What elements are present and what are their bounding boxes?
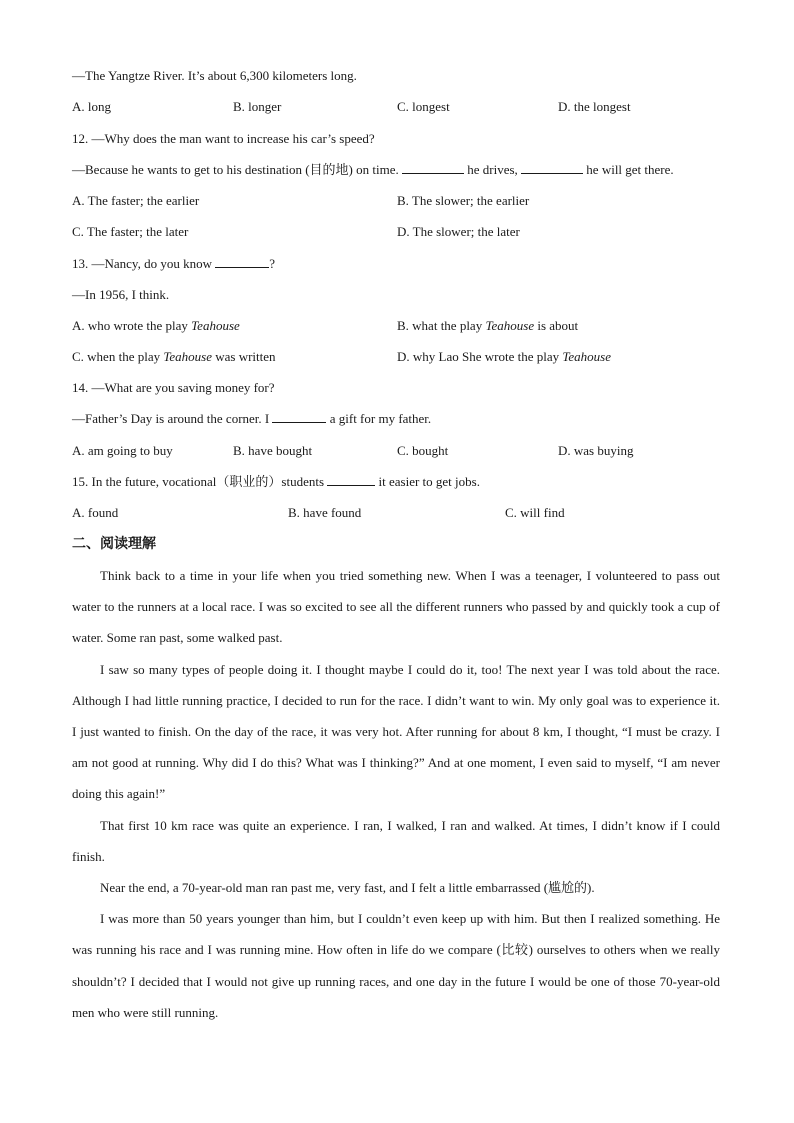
q14-blank <box>272 411 326 423</box>
q13-option-a-text: A. who wrote the play <box>72 318 192 333</box>
q11-option-b: B. longer <box>233 99 282 114</box>
section-heading: 二、阅读理解 <box>72 536 156 552</box>
q13-option-b <box>397 318 578 334</box>
q12-text-c: he will get there. <box>586 162 674 177</box>
passage-paragraph-4: Near the end, a 70-year-old man ran past me, very fast, and I felt a little embarrassed (尴尬的). <box>100 880 595 896</box>
q14-option-b: B. have bought <box>233 443 313 458</box>
q15-option-b: B. have found <box>288 505 362 520</box>
q11-option-a: A. long <box>72 99 111 114</box>
passage-paragraph-1: Think back to a time in your life when you tried something new. When I was a teenager, I volunteered to pass out water to the runners at a local race. I was so excited to see all the different runners who passed by and quickly took a cup of water. Some ran past, some walked past. <box>72 568 720 646</box>
q15-text-b: it easier to get jobs. <box>378 474 480 489</box>
q13-option-d-title: Teahouse <box>562 349 611 364</box>
q11-option-c: C. longest <box>397 99 450 114</box>
q11-option-d: D. the longest <box>558 99 631 114</box>
q12-blank-2 <box>521 162 583 174</box>
q14-option-c: C. bought <box>397 443 449 458</box>
q13-option-b-tail: is about <box>534 318 579 333</box>
q15-stem <box>72 474 480 490</box>
q14-option-d: D. was buying <box>558 443 634 458</box>
q14-text-a: —Father’s Day is around the corner. I <box>72 411 270 426</box>
q15-blank <box>327 474 375 486</box>
passage-paragraph-2: I saw so many types of people doing it. I thought maybe I could do it, too! The next year I was told about the race. Although I had little running practice, I decided to run for the race. I didn’t want to win. My only goal was to experience it. I just wanted to finish. On the day of the race, it was very hot. After running for about 8 km, I thought, “I must be crazy. I am not good at running. Why did I do this? What was I thinking?” And at one moment, I even said to myself, “I am never doing this again!” <box>72 661 720 802</box>
q14-text-b: a gift for my father. <box>329 411 432 426</box>
reading-passage <box>72 560 720 1028</box>
passage-paragraph-5: I was more than 50 years younger than him, but I couldn’t even keep up with him. But then I realized something. He was running his race and I was running mine. How often in life do we compare (比较) ourselves to others when we really shouldn’t? I decided that I would not give up running races, and one day in the future I would be one of those 70-year-old men who were still running. <box>72 911 720 1020</box>
q13-option-d <box>397 349 611 365</box>
q14-stem: 14. —What are you saving money for? <box>72 380 275 395</box>
q12-option-a: A. The faster; the earlier <box>72 193 200 208</box>
q12-line <box>72 162 674 178</box>
q12-blank-1 <box>402 162 464 174</box>
q12-text-a: —Because he wants to get to his destination (目的地) on time. <box>72 162 399 177</box>
q12-option-c: C. The faster; the later <box>72 224 189 239</box>
q12-option-b: B. The slower; the earlier <box>397 193 530 208</box>
q13-answer-line: —In 1956, I think. <box>72 287 170 302</box>
passage-paragraph-3: That first 10 km race was quite an experience. I ran, I walked, I ran and walked. At times, I didn’t know if I could finish. <box>72 817 720 864</box>
q11-answer-line: —The Yangtze River. It’s about 6,300 kilometers long. <box>72 68 357 83</box>
q14-line <box>72 411 431 427</box>
q13-option-c <box>72 349 276 365</box>
q13-option-c-title: Teahouse <box>163 349 212 364</box>
q12-stem: 12. —Why does the man want to increase his car’s speed? <box>72 131 375 146</box>
q12-option-d: D. The slower; the later <box>397 224 520 239</box>
q13-option-c-text: C. when the play <box>72 349 164 364</box>
q15-option-a: A. found <box>72 505 119 520</box>
q15-text-a: 15. In the future, vocational（职业的）students <box>72 474 325 489</box>
q13-text-a: 13. —Nancy, do you know <box>72 256 212 271</box>
q13-option-b-text: B. what the play <box>397 318 486 333</box>
q13-option-c-tail: was written <box>211 349 276 364</box>
q13-text-b: ? <box>269 256 276 271</box>
q13-option-a <box>72 318 240 334</box>
q13-blank <box>215 256 269 268</box>
q13-option-a-title: Teahouse <box>191 318 240 333</box>
q13-option-d-text: D. why Lao She wrote the play <box>397 349 563 364</box>
q12-text-b: he drives, <box>467 162 518 177</box>
q15-option-c: C. will find <box>505 505 565 520</box>
q13-stem <box>72 256 275 272</box>
q14-option-a: A. am going to buy <box>72 443 173 458</box>
q13-option-b-title: Teahouse <box>485 318 535 333</box>
